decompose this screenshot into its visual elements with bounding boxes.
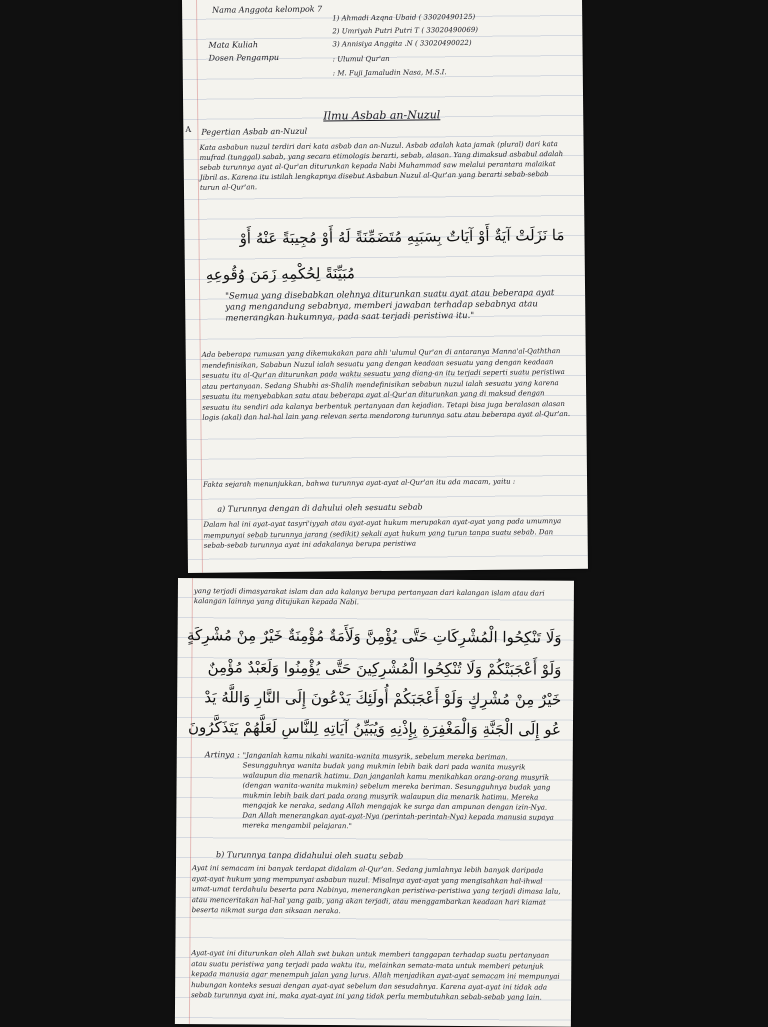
definition-translation-quote: "Semua yang disebabkan olehnya diturunkan suatu ayat atau beberapa ayat yang mengandung sebabnya, memberi jawaban terhadap sebabnya atau menerangkan hukumnya, pada saat terjadi peristiwa itu.": [225, 288, 555, 324]
scholars-definitions-paragraph: Ada beberapa rumusan yang dikemukakan para ahli 'ulumul Qur'an di antaranya Manna'al-Qaththan mendefinisikan, Sababun Nuzul ialah sesuatu yang dengan keadaan sesuatu yang dengan keadaan sesuatu itu al-Qur'an diturunkan pada waktu sesuatu yang diang-an itu terjadi seperti suatu peristiwa atau pertanyaan. Sedang Shubhi as-Shalih mendefinisikan sebabun nuzul ialah sesuatu yang karena sesuatu itu menyebabkan satu atau beberapa ayat al-Qur'an diturunkan yang di maksud dengan sesuatu itu sendiri ada kalanya berbentuk pertanyaan dan kejadian. Tetapi bisa juga beralasan alasan logis (akal) dan hal-hal lain yang relevan serta mendorong turunnya satu atau beberapa ayat al-Qur'an.: [201, 347, 571, 422]
notebook-page-2: [175, 578, 574, 1027]
lecturer-value: : M. Fuji Jamaludin Nasa, M.S.I.: [332, 68, 447, 78]
history-facts-paragraph: Fakta sejarah menunjukkan, bahwa turunnya ayat-ayat al-Qur'an itu ada macam, yaitu :: [203, 477, 516, 489]
member-2: 2) Umriyah Putri Putri T ( 33020490069): [332, 25, 479, 36]
verse-line-1: وَلَا تَنْكِحُوا الْمُشْرِكَاتِ حَتَّى يُؤْمِنَّ وَلَأَمَةٌ مُؤْمِنَةٌ خَيْرٌ مِنْ مُشْرِكَةٍ: [186, 626, 562, 647]
point-b-paragraph: Ayat ini semacam ini banyak terdapat didalam al-Qur'an. Sedang jumlahnya lebih banyak daripada ayat-ayat hukum yang mempunyai asbabun nuzul. Misalnya ayat-ayat yang mengisahkan hal-ihwal umat-umat terdahulu beserta para Nabinya, menerangkan peristiwa-peristiwa yang terjadi dimasa lalu, atau menceritakan hal-hal yang gaib, yang akan terjadi, atau menggambarkan keadaan hari kiamat beserta nikmat surga dan siksaan neraka.: [191, 864, 561, 916]
verse-translation: "Janganlah kamu nikahi wanita-wanita musyrik, sebelum mereka beriman. Sesungguhnya wanita budak yang mukmin lebih baik dari pada wanita musyrik walaupun dia menarik hatimu. Dan janganlah kamu menikahkan orang-orang musyrik (dengan wanita-wanita mukmin) sebelum mereka beriman. Sesungguhnya budak yang mukmin lebih baik dari pada orang musyrik walaupun dia menarik hatimu. Mereka mengajak ke neraka, sedang Allah mengajak ke surga dan ampunan dengan izin-Nya. Dan Allah menerangkan ayat-ayat-Nya (perintah-perintah-Nya) kepada manusia supaya mereka mengambil pelajaran.": [242, 751, 554, 831]
page-title: Ilmu Asbab an-Nuzul: [323, 108, 441, 123]
continuation-paragraph: yang terjadi dimasyarakat islam dan ada kalanya berupa pertanyaan dari kalangan islam atau dari kalangan lainnya yang ditujukan kepada Nabi.: [193, 587, 545, 607]
course-value: : Ulumul Qur'an: [332, 54, 390, 64]
lecturer-label: Dosen Pengampu: [208, 52, 280, 63]
verse-line-3: خَيْرٌ مِنْ مُشْرِكٍ وَلَوْ أَعْجَبَكُمْ أُولَئِكَ يَدْعُونَ إِلَى النَّارِ وَاللَّهُ يَدْ: [204, 688, 562, 709]
member-3: 3) Annisiya Anggita .N ( 33020490022): [332, 38, 472, 49]
point-a-paragraph: Dalam hal ini ayat-ayat tasyri'iyyah atau ayat-ayat hukum merupakan ayat-ayat yang pada umumnya mempunyai sebab turunnya jarang (sedikit) sekali ayat hukum yang turun tanpa suatu sebab. Dan sebab-sebab turunnya ayat ini adakalanya berupa peristiwa: [203, 517, 562, 550]
point-b-heading: b) Turunnya tanpa didahului oleh suatu sebab: [216, 850, 404, 861]
arabic-definition-line-1: مَا نَزَلَتْ آيَةٌ أَوْ آيَاتٌ بِسَبَبِهِ مُتَضَمِّنَةً لَهُ أَوْ مُجِيبَةً عَنْهُ أَوْ: [239, 226, 565, 248]
definition-paragraph: Kata asbabun nuzul terdiri dari kata asbab dan an-Nuzul. Asbab adalah kata jamak (plural) dari kata mufrad (tunggal) sabab, yang secara etimologis berarti, sebab, alasan. Yang dimaksud asbabul adalah sebab turunnya ayat al-Qur'an diturunkan kepada Nabi Muhammad saw melalui perantara malaikat Jibril as. Karena itu istilah lengkapnya disebut Asbabun Nuzul al-Qur'an yang berarti sebab-sebab turun al-Qur'an.: [199, 140, 564, 192]
section-a-marker: A: [185, 124, 192, 134]
member-1: 1) Ahmadi Azqna Ubaid ( 33020490125): [332, 12, 476, 23]
guidance-paragraph: Ayat-ayat ini diturunkan oleh Allah swt bukan untuk memberi tanggapan terhadap suatu pertanyaan atau suatu peristiwa yang terjadi pada waktu itu, melainkan semata-mata untuk memberi petunjuk kepada manusia agar menempuh jalan yang lurus. Allah menjadikan ayat-ayat semacam ini mempunyai hubungan konteks sesuai dengan ayat-ayat sebelum dan sesudahnya. Karena ayat-ayat ini tidak ada sebab turunnya ayat ini, maka ayat-ayat ini yang tidak perlu membutuhkan sebab-sebab yang lain.: [191, 949, 560, 1002]
verse-line-4: عُو إِلَى الْجَنَّةِ وَالْمَغْفِرَةِ بِإِذْنِهِ وَيُبَيِّنُ آيَاتِهِ لِلنَّاسِ لَعَلَّهُمْ يَتَذَكَّرُونَ: [187, 718, 562, 739]
notebook-page-1: [182, 0, 588, 573]
point-a-heading: a) Turunnya dengan di dahului oleh sesuatu sebab: [217, 502, 423, 514]
verse-line-2: وَلَوْ أَعْجَبَتْكُمْ وَلَا تُنْكِحُوا الْمُشْرِكِينَ حَتَّى يُؤْمِنُوا وَلَعَبْدٌ مُؤْمِنٌ: [207, 658, 562, 679]
page-margin-line: [196, 0, 203, 573]
members-label: Nama Anggota kelompok 7: [212, 4, 323, 15]
arabic-definition-line-2: مُبَيِّنَةً لِحُكْمِهِ زَمَنَ وُقُوعِهِ: [205, 264, 355, 284]
artinya-label: Artinya :: [204, 750, 240, 760]
course-label: Mata Kuliah: [208, 40, 259, 50]
section-a-heading: Pegertian Asbab an-Nuzul: [201, 126, 308, 137]
